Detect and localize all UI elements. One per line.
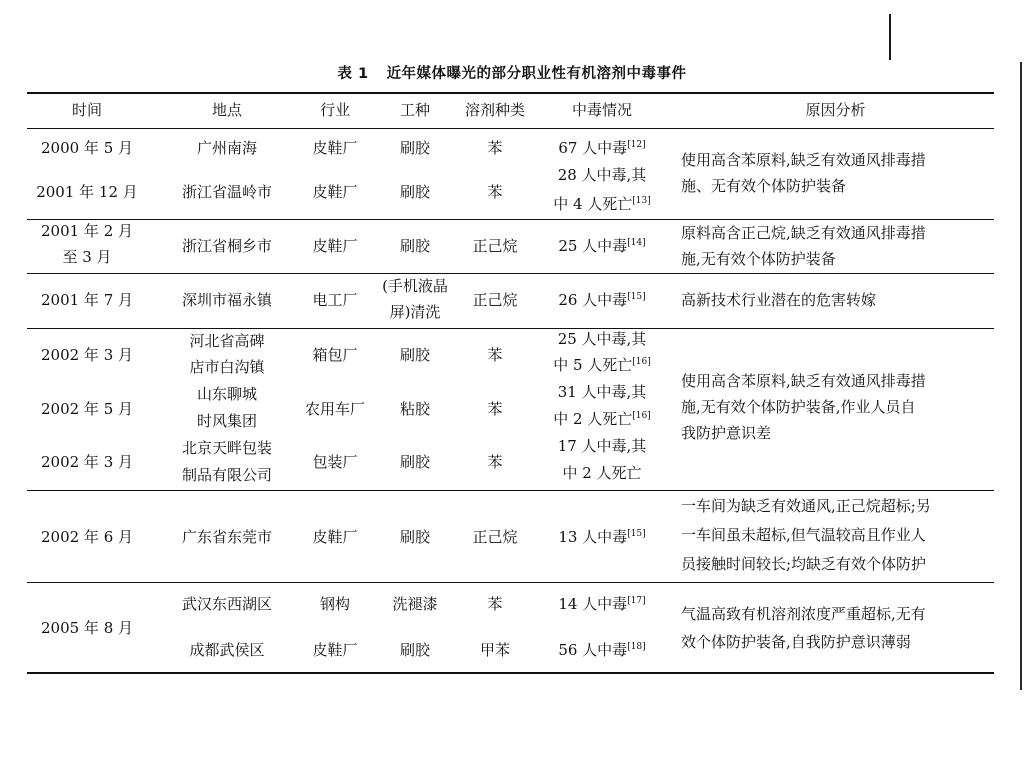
header-industry: 行业 <box>319 101 350 119</box>
cell-poison-line1: 17 人中毒,其 <box>557 437 647 455</box>
cell-solvent: 甲苯 <box>479 641 510 659</box>
cell-job: 刷胶 <box>399 183 430 201</box>
scan-edge-shadow <box>1020 62 1022 690</box>
cell-poison-line2: 中 2 人死亡 <box>562 464 642 482</box>
poison-text: 中 4 人死亡 <box>553 195 633 213</box>
cell-poison <box>539 593 665 615</box>
time-text: 2005 年 8 月 <box>40 619 134 637</box>
cell-poison-line1: 25 人中毒,其 <box>557 330 647 348</box>
cell-poison <box>539 289 665 311</box>
group-rule <box>27 219 994 220</box>
table-title: 近年媒体曝光的部分职业性有机溶剂中毒事件 <box>386 66 687 82</box>
citation: [15] <box>627 529 646 539</box>
cell-poison <box>539 235 665 257</box>
cell-solvent: 正己烷 <box>472 291 518 309</box>
poison-text: 13 人中毒 <box>558 528 628 546</box>
cell-poison <box>539 526 665 548</box>
cause-line: 施、无有效个体防护装备 <box>681 177 847 195</box>
table-label: 表 1 <box>337 66 369 82</box>
cell-poison-line1: 31 人中毒,其 <box>557 383 647 401</box>
group-rule <box>27 582 994 583</box>
cell-place: 广东省东莞市 <box>181 528 272 546</box>
cell-place: 浙江省桐乡市 <box>181 237 272 255</box>
header-place: 地点 <box>211 101 242 119</box>
cell-time: 2002 年 3 月 <box>40 453 134 471</box>
poison-text: 14 人中毒 <box>558 595 628 613</box>
cell-job: 刷胶 <box>399 453 430 471</box>
cell-poison-line2 <box>539 354 665 376</box>
cause-line: 使用高含苯原料,缺乏有效通风排毒措 <box>681 151 926 169</box>
citation: [16] <box>632 357 651 367</box>
cell-solvent: 苯 <box>487 139 503 157</box>
cell-industry: 皮鞋厂 <box>312 183 358 201</box>
group-rule <box>27 328 994 329</box>
cell-place: 成都武侯区 <box>189 641 265 659</box>
header-time: 时间 <box>71 101 102 119</box>
cell-job-line2: 屏)清洗 <box>389 303 441 321</box>
citation: [12] <box>627 140 646 150</box>
cell-industry: 皮鞋厂 <box>312 528 358 546</box>
cell-place: 浙江省温岭市 <box>181 183 272 201</box>
cell-time-line1: 2001 年 2 月 <box>40 222 134 240</box>
poison-text: 中 2 人死亡 <box>553 410 633 428</box>
poison-text: 56 人中毒 <box>558 641 628 659</box>
cause-line: 员接触时间较长;均缺乏有效个体防护 <box>681 555 927 573</box>
cause-line: 一车间虽未超标,但气温较高且作业人 <box>681 526 926 544</box>
cell-solvent: 苯 <box>487 346 503 364</box>
cell-job-line1: (手机液晶 <box>382 277 448 295</box>
top-rule <box>27 92 994 94</box>
cell-job: 洗褪漆 <box>392 595 438 613</box>
cell-job: 刷胶 <box>399 139 430 157</box>
cell-place: 深圳市福永镇 <box>181 291 272 309</box>
cell-time: 2002 年 3 月 <box>40 346 134 364</box>
header-job: 工种 <box>399 101 430 119</box>
cell-place-line1: 河北省高碑 <box>189 332 265 350</box>
cell-job: 刷胶 <box>399 641 430 659</box>
header-cause: 原因分析 <box>805 101 866 119</box>
cell-time: 2001 年 12 月 <box>36 183 138 201</box>
header-solvent: 溶剂种类 <box>464 101 525 119</box>
group-rule <box>27 273 994 274</box>
cell-time <box>27 617 147 639</box>
cause-line: 我防护意识差 <box>681 424 772 442</box>
citation: [14] <box>627 238 646 248</box>
poison-text: 26 人中毒 <box>558 291 628 309</box>
cause-line: 效个体防护装备,自我防护意识薄弱 <box>681 633 911 651</box>
cell-poison <box>539 639 665 661</box>
cell-industry: 皮鞋厂 <box>312 641 358 659</box>
cell-job: 粘胶 <box>399 400 430 418</box>
cell-time: 2000 年 5 月 <box>40 139 134 157</box>
cell-time-line2: 至 3 月 <box>62 248 112 266</box>
citation: [16] <box>632 411 651 421</box>
header-rule <box>27 128 994 129</box>
cell-job: 刷胶 <box>399 528 430 546</box>
cell-solvent: 苯 <box>487 183 503 201</box>
cell-poison-line1: 28 人中毒,其 <box>557 166 647 184</box>
cell-industry: 电工厂 <box>312 291 358 309</box>
cell-place-line2: 时风集团 <box>196 412 257 430</box>
cell-place: 武汉东西湖区 <box>181 595 272 613</box>
cell-poison-line2 <box>539 193 665 215</box>
cell-job: 刷胶 <box>399 346 430 364</box>
cause-line: 一车间为缺乏有效通风,正己烷超标;另 <box>681 497 931 515</box>
header-poison: 中毒情况 <box>571 101 632 119</box>
poison-text: 67 人中毒 <box>558 139 628 157</box>
cell-industry: 皮鞋厂 <box>312 237 358 255</box>
cell-place-line1: 北京天畔包装 <box>181 439 272 457</box>
cause-line: 施,无有效个体防护装备 <box>681 250 836 268</box>
cell-time: 2001 年 7 月 <box>40 291 134 309</box>
group-rule <box>27 490 994 491</box>
scan-edge-mark <box>889 14 891 60</box>
cell-place-line2: 制品有限公司 <box>181 466 272 484</box>
citation: [17] <box>627 596 646 606</box>
cell-poison <box>539 137 665 159</box>
cause-line: 原料高含正己烷,缺乏有效通风排毒措 <box>681 224 926 242</box>
cell-industry: 包装厂 <box>312 453 358 471</box>
poison-text: 25 人中毒 <box>558 237 628 255</box>
cause-line: 气温高致有机溶剂浓度严重超标,无有 <box>681 605 926 623</box>
cell-solvent: 正己烷 <box>472 237 518 255</box>
table-caption <box>0 62 1024 83</box>
cell-time: 2002 年 6 月 <box>40 528 134 546</box>
cell-industry: 钢构 <box>319 595 350 613</box>
cell-place-line2: 店市白沟镇 <box>189 358 265 376</box>
cause-line: 施,无有效个体防护装备,作业人员自 <box>681 398 916 416</box>
cell-place-line1: 山东聊城 <box>196 385 257 403</box>
cell-poison-line2 <box>539 408 665 430</box>
cell-industry: 皮鞋厂 <box>312 139 358 157</box>
poison-text: 中 5 人死亡 <box>553 356 633 374</box>
citation: [15] <box>627 292 646 302</box>
cell-solvent: 苯 <box>487 400 503 418</box>
citation: [18] <box>627 642 646 652</box>
cell-place: 广州南海 <box>196 139 257 157</box>
bottom-rule <box>27 672 994 674</box>
cause-line: 高新技术行业潜在的危害转嫁 <box>681 291 877 309</box>
cell-job: 刷胶 <box>399 237 430 255</box>
cell-solvent: 苯 <box>487 453 503 471</box>
cell-industry: 箱包厂 <box>312 346 358 364</box>
citation: [13] <box>632 196 651 206</box>
cell-time: 2002 年 5 月 <box>40 400 134 418</box>
cell-industry: 农用车厂 <box>304 400 365 418</box>
cell-solvent: 苯 <box>487 595 503 613</box>
cause-line: 使用高含苯原料,缺乏有效通风排毒措 <box>681 372 926 390</box>
cell-solvent: 正己烷 <box>472 528 518 546</box>
